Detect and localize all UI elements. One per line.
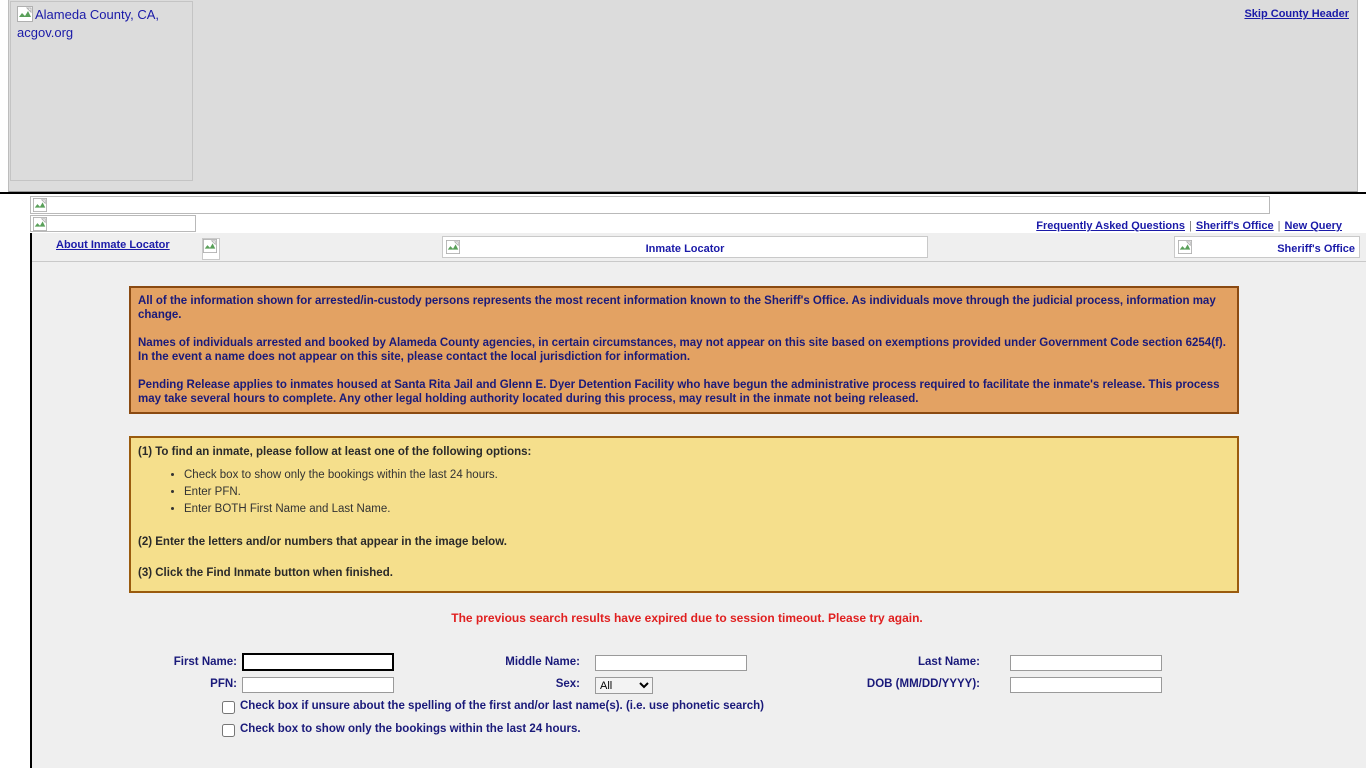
dob-input[interactable]: [1010, 677, 1162, 693]
last-24-hours-row: [32, 720, 1342, 743]
skip-county-header-link[interactable]: Skip County Header: [1244, 8, 1349, 20]
main-content-frame: [30, 233, 1366, 768]
instruction-option: • Enter BOTH First Name and Last Name.: [184, 502, 1231, 517]
phonetic-search-checkbox[interactable]: [222, 701, 235, 714]
inmate-locator-alt-text: Inmate Locator: [645, 243, 725, 255]
pfn-input[interactable]: [242, 677, 394, 693]
sub-navigation-row: [32, 233, 1366, 262]
nav-image-slot: [202, 238, 220, 260]
middle-name-label: Middle Name:: [505, 656, 580, 668]
disclaimer-paragraph-2: Names of individuals arrested and booked by Alameda County agencies, in certain circumstances, may not appear on this site based on exemptions provided under Government Code section 6254(f). In the event a name does not appear on this site, please contact the local jurisdiction for information.: [138, 337, 1226, 363]
form-row-pfn-sex-dob: [32, 675, 1342, 697]
sex-select[interactable]: [595, 677, 653, 694]
instruction-step-3: (3) Click the Find Inmate button when finished.: [138, 567, 393, 579]
banner-strip-top: [30, 196, 1270, 214]
last-name-input[interactable]: [1010, 655, 1162, 671]
new-query-link[interactable]: New Query: [1284, 220, 1342, 232]
sheriffs-office-banner: [1174, 236, 1360, 258]
banner-strip-second: [30, 215, 196, 232]
instruction-options-list: [138, 468, 1231, 517]
middle-name-input[interactable]: [595, 655, 747, 671]
broken-image-icon: [203, 239, 219, 255]
last-24-hours-checkbox[interactable]: [222, 724, 235, 737]
disclaimer-paragraph-1: All of the information shown for arrested/in-custody persons represents the most recent information known to the Sheriff's Office. As individuals move through the judicial process, information may change.: [138, 295, 1216, 321]
instruction-step-1: (1) To find an inmate, please follow at least one of the following options:: [138, 446, 532, 458]
first-name-label: First Name:: [173, 656, 237, 668]
pfn-label: PFN:: [210, 678, 237, 690]
broken-image-icon: [33, 198, 49, 214]
inmate-search-form: [32, 653, 1342, 743]
sex-label: Sex:: [555, 678, 580, 690]
top-navigation: [1036, 220, 1342, 232]
instruction-option: • Enter PFN.: [184, 485, 1231, 500]
form-row-names: [32, 653, 1342, 675]
inmate-locator-banner: [442, 236, 928, 258]
sheriffs-office-link[interactable]: Sheriff's Office: [1195, 220, 1274, 232]
county-header: [8, 0, 1358, 192]
about-inmate-locator-link[interactable]: About Inmate Locator: [56, 239, 170, 251]
disclaimer-paragraph-3: Pending Release applies to inmates housed at Santa Rita Jail and Glenn E. Dyer Detention Facility who have begun the administrative process required to facilitate the inmate's release. This process may take several hours to complete. Any other legal holding authority located during this process, may result in the inmate not being released.: [138, 379, 1220, 405]
phonetic-search-row: [32, 697, 1342, 720]
nav-separator: |: [1189, 220, 1192, 232]
last-name-label: Last Name:: [918, 656, 980, 668]
phonetic-search-label: Check box if unsure about the spelling of the first and/or last name(s). (i.e. use phonetic search): [240, 700, 764, 712]
broken-image-icon: [1178, 240, 1194, 256]
county-logo-alt-text: Alameda County, CA, acgov.org: [17, 7, 160, 40]
last-24-hours-label: Check box to show only the bookings within the last 24 hours.: [240, 723, 581, 735]
broken-image-icon: [33, 217, 49, 233]
broken-image-icon: [17, 6, 33, 22]
broken-image-icon: [446, 240, 462, 256]
instructions-box: [129, 436, 1239, 593]
instruction-option: • Check box to show only the bookings within the last 24 hours.: [184, 468, 1231, 483]
instruction-step-2: (2) Enter the letters and/or numbers that appear in the image below.: [138, 536, 507, 548]
faq-link[interactable]: Frequently Asked Questions: [1036, 220, 1185, 232]
sheriffs-office-alt-text: Sheriff's Office: [1277, 243, 1355, 255]
disclaimer-box: [129, 286, 1239, 414]
header-divider: [0, 192, 1366, 194]
dob-label: DOB (MM/DD/YYYY):: [866, 678, 980, 690]
first-name-input[interactable]: [242, 653, 394, 671]
nav-separator: |: [1277, 220, 1281, 232]
session-timeout-message: The previous search results have expired due to session timeout. Please try again.: [451, 611, 923, 625]
county-logo-box[interactable]: [10, 1, 193, 181]
